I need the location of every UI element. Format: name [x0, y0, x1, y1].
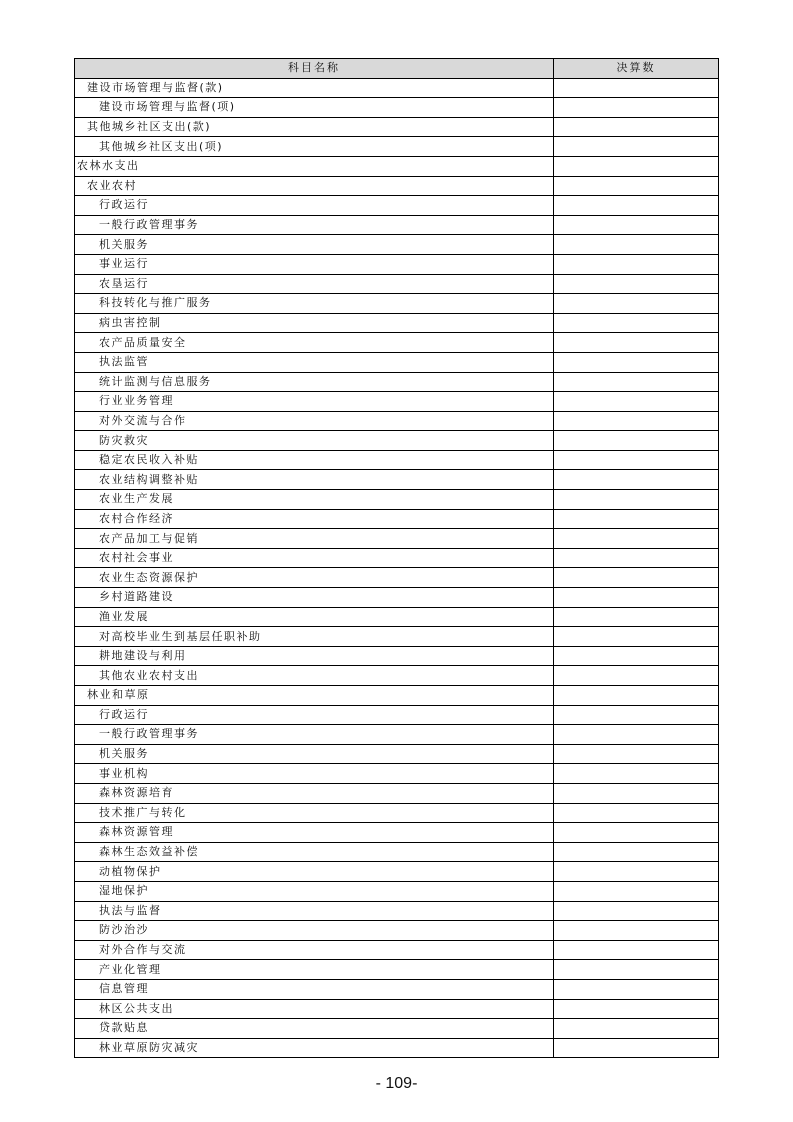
table-row [75, 1038, 719, 1058]
subject-name-cell: 建设市场管理与监督(款) [75, 78, 554, 98]
header-subject-name: 科目名称 [75, 59, 554, 79]
table-row [75, 98, 719, 118]
final-amount-cell [554, 1038, 719, 1058]
subject-name-cell: 动植物保护 [75, 862, 554, 882]
final-amount-cell [554, 78, 719, 98]
table-row [75, 842, 719, 862]
subject-name-cell: 林业和草原 [75, 686, 554, 706]
table-row [75, 744, 719, 764]
subject-name-cell: 其他城乡社区支出(款) [75, 117, 554, 137]
final-amount-cell [554, 705, 719, 725]
table-row [75, 979, 719, 999]
table-row [75, 823, 719, 843]
final-amount-cell [554, 548, 719, 568]
table-header-row [75, 59, 719, 79]
subject-name-cell: 农业生产发展 [75, 490, 554, 510]
table-row [75, 588, 719, 608]
subject-name-cell: 建设市场管理与监督(项) [75, 98, 554, 118]
table-row [75, 137, 719, 157]
final-amount-cell [554, 979, 719, 999]
final-amount-cell [554, 529, 719, 549]
subject-name-cell: 防沙治沙 [75, 921, 554, 941]
subject-name-cell: 林业草原防灾减灾 [75, 1038, 554, 1058]
table-row [75, 548, 719, 568]
final-amount-cell [554, 156, 719, 176]
final-amount-cell [554, 725, 719, 745]
table-row [75, 333, 719, 353]
subject-name-cell: 贷款贴息 [75, 1019, 554, 1039]
table-row [75, 862, 719, 882]
table-row [75, 392, 719, 412]
table-row [75, 509, 719, 529]
budget-table [74, 58, 719, 1058]
table-row [75, 686, 719, 706]
final-amount-cell [554, 254, 719, 274]
subject-name-cell: 农村社会事业 [75, 548, 554, 568]
subject-name-cell: 农林水支出 [75, 156, 554, 176]
subject-name-cell: 防灾救灾 [75, 431, 554, 451]
subject-name-cell: 渔业发展 [75, 607, 554, 627]
table-row [75, 999, 719, 1019]
table-row [75, 666, 719, 686]
subject-name-cell: 湿地保护 [75, 881, 554, 901]
table-row [75, 274, 719, 294]
final-amount-cell [554, 627, 719, 647]
final-amount-cell [554, 450, 719, 470]
final-amount-cell [554, 588, 719, 608]
subject-name-cell: 行业业务管理 [75, 392, 554, 412]
final-amount-cell [554, 274, 719, 294]
table-row [75, 568, 719, 588]
table-row [75, 529, 719, 549]
final-amount-cell [554, 117, 719, 137]
final-amount-cell [554, 137, 719, 157]
table-row [75, 294, 719, 314]
table-row [75, 764, 719, 784]
final-amount-cell [554, 960, 719, 980]
subject-name-cell: 农垦运行 [75, 274, 554, 294]
subject-name-cell: 一般行政管理事务 [75, 725, 554, 745]
subject-name-cell: 机关服务 [75, 744, 554, 764]
subject-name-cell: 技术推广与转化 [75, 803, 554, 823]
final-amount-cell [554, 509, 719, 529]
final-amount-cell [554, 372, 719, 392]
table-row [75, 450, 719, 470]
subject-name-cell: 行政运行 [75, 705, 554, 725]
subject-name-cell: 其他农业农村支出 [75, 666, 554, 686]
table-row [75, 411, 719, 431]
final-amount-cell [554, 921, 719, 941]
final-amount-cell [554, 607, 719, 627]
final-amount-cell [554, 744, 719, 764]
final-amount-cell [554, 313, 719, 333]
final-amount-cell [554, 215, 719, 235]
final-amount-cell [554, 901, 719, 921]
subject-name-cell: 农业农村 [75, 176, 554, 196]
final-amount-cell [554, 392, 719, 412]
table-row [75, 725, 719, 745]
final-amount-cell [554, 568, 719, 588]
table-row [75, 470, 719, 490]
subject-name-cell: 乡村道路建设 [75, 588, 554, 608]
table-row [75, 490, 719, 510]
table-row [75, 921, 719, 941]
table-row [75, 254, 719, 274]
subject-name-cell: 执法监管 [75, 352, 554, 372]
final-amount-cell [554, 999, 719, 1019]
table-row [75, 352, 719, 372]
subject-name-cell: 一般行政管理事务 [75, 215, 554, 235]
final-amount-cell [554, 940, 719, 960]
table-row [75, 176, 719, 196]
final-amount-cell [554, 98, 719, 118]
subject-name-cell: 机关服务 [75, 235, 554, 255]
final-amount-cell [554, 352, 719, 372]
table-row [75, 960, 719, 980]
table-row [75, 215, 719, 235]
final-amount-cell [554, 294, 719, 314]
subject-name-cell: 森林资源管理 [75, 823, 554, 843]
table-row [75, 235, 719, 255]
subject-name-cell: 森林资源培育 [75, 783, 554, 803]
subject-name-cell: 对外合作与交流 [75, 940, 554, 960]
final-amount-cell [554, 470, 719, 490]
final-amount-cell [554, 411, 719, 431]
subject-name-cell: 稳定农民收入补贴 [75, 450, 554, 470]
table-row [75, 431, 719, 451]
subject-name-cell: 科技转化与推广服务 [75, 294, 554, 314]
subject-name-cell: 信息管理 [75, 979, 554, 999]
final-amount-cell [554, 1019, 719, 1039]
table-row [75, 78, 719, 98]
subject-name-cell: 事业机构 [75, 764, 554, 784]
final-amount-cell [554, 764, 719, 784]
subject-name-cell: 农业结构调整补贴 [75, 470, 554, 490]
table-row [75, 901, 719, 921]
subject-name-cell: 统计监测与信息服务 [75, 372, 554, 392]
subject-name-cell: 农产品加工与促销 [75, 529, 554, 549]
final-amount-cell [554, 803, 719, 823]
subject-name-cell: 森林生态效益补偿 [75, 842, 554, 862]
subject-name-cell: 行政运行 [75, 196, 554, 216]
final-amount-cell [554, 823, 719, 843]
table-row [75, 881, 719, 901]
table-row [75, 940, 719, 960]
table-row [75, 803, 719, 823]
table-body [75, 78, 719, 1058]
subject-name-cell: 林区公共支出 [75, 999, 554, 1019]
subject-name-cell: 农村合作经济 [75, 509, 554, 529]
header-final-amount: 决算数 [554, 59, 719, 79]
subject-name-cell: 对外交流与合作 [75, 411, 554, 431]
final-amount-cell [554, 646, 719, 666]
table-row [75, 156, 719, 176]
final-amount-cell [554, 881, 719, 901]
final-amount-cell [554, 783, 719, 803]
table-row [75, 627, 719, 647]
table-row [75, 646, 719, 666]
final-amount-cell [554, 431, 719, 451]
final-amount-cell [554, 333, 719, 353]
subject-name-cell: 耕地建设与利用 [75, 646, 554, 666]
final-amount-cell [554, 235, 719, 255]
final-amount-cell [554, 842, 719, 862]
subject-name-cell: 事业运行 [75, 254, 554, 274]
final-amount-cell [554, 666, 719, 686]
subject-name-cell: 其他城乡社区支出(项) [75, 137, 554, 157]
table-row [75, 607, 719, 627]
subject-name-cell: 执法与监督 [75, 901, 554, 921]
subject-name-cell: 对高校毕业生到基层任职补助 [75, 627, 554, 647]
table-row [75, 783, 719, 803]
table-row [75, 1019, 719, 1039]
subject-name-cell: 病虫害控制 [75, 313, 554, 333]
final-amount-cell [554, 196, 719, 216]
final-amount-cell [554, 862, 719, 882]
final-amount-cell [554, 686, 719, 706]
page-number: - 109- [375, 1075, 418, 1092]
subject-name-cell: 产业化管理 [75, 960, 554, 980]
table-row [75, 196, 719, 216]
table-row [75, 705, 719, 725]
table-row [75, 313, 719, 333]
table-row [75, 117, 719, 137]
subject-name-cell: 农产品质量安全 [75, 333, 554, 353]
final-amount-cell [554, 490, 719, 510]
final-amount-cell [554, 176, 719, 196]
subject-name-cell: 农业生态资源保护 [75, 568, 554, 588]
table-row [75, 372, 719, 392]
